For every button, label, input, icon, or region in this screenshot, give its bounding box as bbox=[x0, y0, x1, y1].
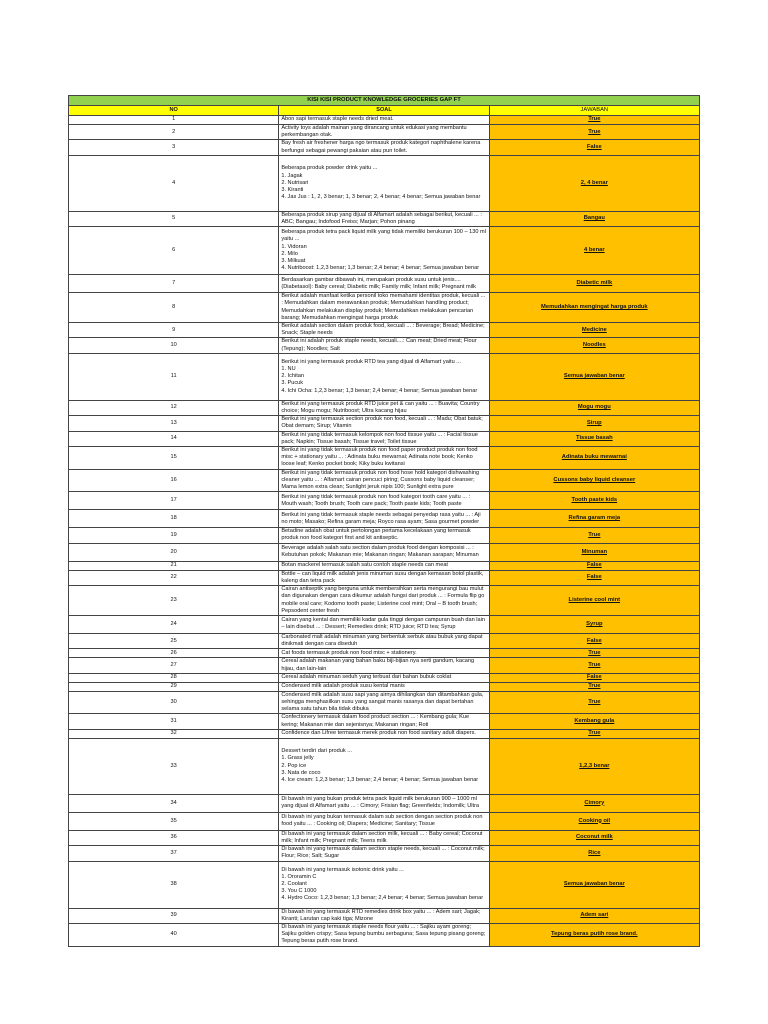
question-text: 3. Nata de coco bbox=[281, 769, 321, 776]
row-number: 21 bbox=[69, 561, 279, 570]
row-number: 27 bbox=[69, 658, 279, 673]
table-row bbox=[69, 738, 700, 794]
answer-cell: True bbox=[489, 682, 699, 691]
question-text: Berikut ini yang tidak termasuk produk non food kategori tooth care yaitu ... : Mouth wash; Tooth brush; Tooth care pack; Tooth paste kids; Tooth paste bbox=[281, 493, 471, 507]
row-number: 12 bbox=[69, 400, 279, 415]
question-text: 4. Ice cream: 1,2,3 benar; 1,3 benar; 2,4 benar; 4 benar; Semua jawaban benar bbox=[281, 777, 479, 784]
question-text: 2. Pop ice bbox=[281, 762, 307, 769]
question-cell bbox=[279, 794, 489, 812]
row-number: 9 bbox=[69, 323, 279, 338]
question-text: 1. Grass jelly bbox=[281, 755, 314, 762]
question-text: 3. Pucuk bbox=[281, 380, 304, 387]
header-row bbox=[69, 106, 700, 116]
spreadsheet bbox=[68, 95, 700, 947]
question-text: Beberapa produk powder drink yaitu ... bbox=[281, 165, 378, 172]
question-text: Di bawah ini yang termasuk staple needs flour yaitu ... : Sajiku ayam goreng; Sajiku golden crispy; Sasa tepung bumbu serbaguna; Sasa tepung pisang goreng; Tepung beras putih rose brand. bbox=[281, 923, 486, 945]
question-text: Berikut ini yang tidak termasuk kelompok non food tissue yaitu ... : Facial tissue pack; Napkin; Tissue basah; Tissue travel; Toilet tissue bbox=[281, 431, 478, 445]
answer-cell: Bangau bbox=[489, 211, 699, 226]
question-cell bbox=[279, 738, 489, 794]
table-row bbox=[69, 140, 700, 155]
question-text: 3. Milkuat bbox=[281, 257, 306, 264]
question-cell bbox=[279, 293, 489, 323]
answer-cell: Adem sari bbox=[489, 908, 699, 923]
row-number: 17 bbox=[69, 492, 279, 510]
answer-cell: 2, 4 benar bbox=[489, 155, 699, 211]
question-text: Activity toys adalah mainan yang dirancang untuk edukasi yang membantu perkembangan otak. bbox=[281, 125, 467, 139]
question-cell bbox=[279, 125, 489, 140]
table-row bbox=[69, 682, 700, 691]
row-number: 10 bbox=[69, 338, 279, 353]
question-text: Berikut ini yang termasuk produk RTD tea yang dijual di Alfamart yaitu ... bbox=[281, 358, 461, 365]
question-cell bbox=[279, 908, 489, 923]
question-text: 1. NU bbox=[281, 366, 296, 373]
question-cell bbox=[279, 338, 489, 353]
answer-cell: Tepung beras putih rose brand. bbox=[489, 923, 699, 946]
table-row bbox=[69, 658, 700, 673]
table-row bbox=[69, 338, 700, 353]
question-cell bbox=[279, 830, 489, 845]
answer-cell: Sirup bbox=[489, 416, 699, 431]
question-cell bbox=[279, 227, 489, 275]
answer-cell: True bbox=[489, 658, 699, 673]
question-cell bbox=[279, 682, 489, 691]
question-text: Berikut ini yang tidak termasuk produk non food paper product produk non food misc + stationary yaitu ... : Adinata buku mewarnai; Adinata note book; Kenko loose leaf; Kenko pocket book; Kiky buku kwitansi bbox=[281, 447, 478, 468]
table-row bbox=[69, 586, 700, 616]
table-row bbox=[69, 673, 700, 682]
answer-cell: Cimory bbox=[489, 794, 699, 812]
answer-cell: Coconut milk bbox=[489, 830, 699, 845]
table-row bbox=[69, 116, 700, 125]
row-number: 3 bbox=[69, 140, 279, 155]
table-row bbox=[69, 227, 700, 275]
question-cell bbox=[279, 649, 489, 658]
question-text: Beverage adalah salah satu section dalam produk food dengan komposisi ... : Kebutuhan pokok; Makanan mie; Makanan ringan; Makanan sarapan; Minuman bbox=[281, 544, 479, 559]
question-text: Bottle – can liquid milk adalah jenis minuman susu dengan kemasan botol plastik, kaleng dan tetra pack bbox=[281, 570, 484, 584]
question-cell bbox=[279, 673, 489, 682]
table-row bbox=[69, 861, 700, 908]
answer-cell: 1,2,3 benar bbox=[489, 738, 699, 794]
answer-cell: True bbox=[489, 649, 699, 658]
question-text: 2. Coolant bbox=[281, 880, 307, 887]
table-row bbox=[69, 691, 700, 714]
question-table bbox=[68, 95, 700, 947]
question-text: 4. Hydro Coco: 1,2,3 benar; 1,3 benar; 2,4 benar; 4 benar; Semua jawaban benar bbox=[281, 895, 484, 902]
question-cell bbox=[279, 155, 489, 211]
question-cell bbox=[279, 211, 489, 226]
table-row bbox=[69, 570, 700, 585]
question-cell bbox=[279, 275, 489, 293]
question-text: Condensed milk adalah produk susu kental manis bbox=[281, 683, 405, 690]
row-number: 37 bbox=[69, 846, 279, 861]
row-number: 38 bbox=[69, 861, 279, 908]
table-row bbox=[69, 649, 700, 658]
question-text: Berikut adalah section dalam produk food, kecuali ... : Beverage; Bread; Medicine; Snack; Staple needs bbox=[281, 323, 485, 337]
question-text: 4. Jas Jus : 1, 2, 3 benar; 1, 3 benar; 2, 4 benar; 4 benar; Semua jawaban benar bbox=[281, 194, 481, 201]
row-number: 29 bbox=[69, 682, 279, 691]
answer-cell: False bbox=[489, 570, 699, 585]
row-number: 30 bbox=[69, 691, 279, 714]
table-row bbox=[69, 846, 700, 861]
header-no: NO bbox=[69, 106, 279, 116]
table-row bbox=[69, 416, 700, 431]
answer-cell: False bbox=[489, 673, 699, 682]
question-cell bbox=[279, 658, 489, 673]
table-row bbox=[69, 275, 700, 293]
answer-cell: Semua jawaban benar bbox=[489, 861, 699, 908]
table-row bbox=[69, 469, 700, 492]
answer-cell: Tissue basah bbox=[489, 431, 699, 446]
question-text: Di bawah ini yang termasuk dalam section staple needs, kecuali ... : Coconut milk; Flour; Rice; Salt; Sugar bbox=[281, 846, 485, 860]
row-number: 40 bbox=[69, 923, 279, 946]
row-number: 6 bbox=[69, 227, 279, 275]
question-text: 2. Milo bbox=[281, 250, 298, 257]
question-text: Berikut adalah manfaat ketika personil toko memahami identitas produk, kecuali ... : Memudahkan dalam merawankan produk; Memudahkan handling product; Memudahkan melakukan display produk; Memudahkan melakukan pencarian barang; Memudahkan mengingat harga produk bbox=[281, 293, 486, 321]
question-cell bbox=[279, 691, 489, 714]
table-row bbox=[69, 155, 700, 211]
question-text: (Diabetasol): Baby cereal; Diabetic milk; Family milk; Infant milk; Pregnant milk bbox=[281, 283, 476, 290]
row-number: 32 bbox=[69, 729, 279, 738]
question-cell bbox=[279, 353, 489, 400]
answer-cell: Noodles bbox=[489, 338, 699, 353]
answer-cell: Mogu mogu bbox=[489, 400, 699, 415]
table-row bbox=[69, 830, 700, 845]
question-text: Beberapa produk tetra pack liquid milk yang tidak memiliki berukuran 100 – 130 ml yaitu ... bbox=[281, 229, 486, 243]
table-row bbox=[69, 510, 700, 528]
question-text: 1. Jagak bbox=[281, 172, 303, 179]
answer-cell: Cooking oil bbox=[489, 812, 699, 830]
row-number: 33 bbox=[69, 738, 279, 794]
question-text: Carbonated malt adalah minuman yang berbentuk serbuk atau bubuk yang dapat dinikmati dengan cara diseduh bbox=[281, 633, 483, 648]
question-text: Cereal adalah minuman seduh yang terbuat dari bahan bubuk coklat bbox=[281, 674, 452, 681]
question-cell bbox=[279, 469, 489, 492]
table-row bbox=[69, 615, 700, 633]
table-row bbox=[69, 293, 700, 323]
table-row bbox=[69, 633, 700, 648]
question-text: Confidence dan Lifree termasuk merek produk non food sanitary adult diapers. bbox=[281, 730, 476, 737]
table-row bbox=[69, 729, 700, 738]
table-row bbox=[69, 528, 700, 543]
table-row bbox=[69, 492, 700, 510]
title-row bbox=[69, 96, 700, 106]
row-number: 1 bbox=[69, 116, 279, 125]
question-text: Berikut ini yang termasuk produk RTD juice pet & can yaitu ... : Buavita; Country choice; Mogu mogu; Nutriboost; Ultra kacang hijau bbox=[281, 400, 480, 415]
row-number: 13 bbox=[69, 416, 279, 431]
table-row bbox=[69, 714, 700, 729]
answer-cell: Diabetic milk bbox=[489, 275, 699, 293]
answer-cell: True bbox=[489, 691, 699, 714]
question-cell bbox=[279, 714, 489, 729]
question-text: Di bawah ini yang bukan termasuk dalam sub section dengan section produk non food yaitu ... : Cooking oil; Diapers; Medicine; Sanitary; Tissue bbox=[281, 814, 483, 828]
answer-cell: False bbox=[489, 633, 699, 648]
question-cell bbox=[279, 812, 489, 830]
question-text: Berikut ini yang tidak termasuk staple needs sebagai penyedap rasa yaitu ... : Aji no moto; Masako; Refina garam meja; Royco rasa ayam; Sasa gourmet powder bbox=[281, 511, 481, 525]
table-row bbox=[69, 125, 700, 140]
row-number: 8 bbox=[69, 293, 279, 323]
table-row bbox=[69, 561, 700, 570]
question-text: Berikut ini yang termasuk section produk non food, kecuali ... : Madu; Obat batuk; Obat demam; Sirup; Vitamin bbox=[281, 416, 483, 430]
row-number: 22 bbox=[69, 570, 279, 585]
question-cell bbox=[279, 416, 489, 431]
header-jawaban: JAWABAN bbox=[489, 106, 699, 116]
question-text: Beberapa produk sirup yang dijual di Alfamart adalah sebagai berikut, kecuali ... : ABC; Bangau; Indofood Freiss; Marjan; Pohon pinang bbox=[281, 211, 482, 226]
row-number: 25 bbox=[69, 633, 279, 648]
sheet-title: KISI KISI PRODUCT KNOWLEDGE GROCERIES GAP FT bbox=[69, 96, 700, 106]
answer-cell: Memudahkan mengingat harga produk bbox=[489, 293, 699, 323]
question-text: Di bawah ini yang termasuk dalam section milk, kecuali ... : Baby cereal; Coconut milk; Infant milk; Pregnant milk; Teens milk bbox=[281, 830, 483, 844]
row-number: 34 bbox=[69, 794, 279, 812]
row-number: 23 bbox=[69, 586, 279, 616]
table-row bbox=[69, 543, 700, 561]
answer-cell: True bbox=[489, 528, 699, 543]
question-cell bbox=[279, 543, 489, 561]
question-text: Botan mackerel termasuk salah satu contoh staple needs can meat bbox=[281, 562, 448, 569]
question-cell bbox=[279, 586, 489, 616]
answer-cell: Listerine cool mint bbox=[489, 586, 699, 616]
question-text: Cereal adalah makanan yang bahan baku biji-bijian nya serti gandum, kacang hijau, dan lain-lain bbox=[281, 658, 475, 672]
row-number: 26 bbox=[69, 649, 279, 658]
question-text: 3. You C 1000 bbox=[281, 888, 317, 895]
question-cell bbox=[279, 633, 489, 648]
question-cell bbox=[279, 561, 489, 570]
row-number: 20 bbox=[69, 543, 279, 561]
answer-cell: Refina garam meja bbox=[489, 510, 699, 528]
question-text: Di bawah ini yang termasuk isotonic drink yaitu ... bbox=[281, 866, 404, 873]
table-row bbox=[69, 400, 700, 415]
question-cell bbox=[279, 615, 489, 633]
question-cell bbox=[279, 528, 489, 543]
question-text: 2. Ichitan bbox=[281, 373, 305, 380]
row-number: 11 bbox=[69, 353, 279, 400]
question-cell bbox=[279, 447, 489, 470]
row-number: 4 bbox=[69, 155, 279, 211]
row-number: 15 bbox=[69, 447, 279, 470]
answer-cell: False bbox=[489, 140, 699, 155]
question-text: Dessert terdiri dari produk ... bbox=[281, 748, 352, 755]
question-text: 4. Ichi Ocha: 1,2,3 benar; 1,3 benar; 2,4 benar; 4 benar; Semua jawaban benar bbox=[281, 387, 478, 394]
answer-cell: Syrup bbox=[489, 615, 699, 633]
question-text: 1. Vidoran bbox=[281, 243, 307, 250]
question-text: 3. Kiranti bbox=[281, 186, 304, 193]
question-cell bbox=[279, 323, 489, 338]
question-text: Berdasarkan gambar dibawah ini, merupakan produk susu untuk jenis.... bbox=[281, 276, 461, 283]
row-number: 18 bbox=[69, 510, 279, 528]
row-number: 35 bbox=[69, 812, 279, 830]
table-row bbox=[69, 353, 700, 400]
question-cell bbox=[279, 431, 489, 446]
answer-cell: Cussons baby liquid cleanser bbox=[489, 469, 699, 492]
row-number: 16 bbox=[69, 469, 279, 492]
answer-cell: 4 benar bbox=[489, 227, 699, 275]
question-cell bbox=[279, 492, 489, 510]
question-text: 4. Nutriboost: 1,2,3 benar; 1,3 benar; 2,4 benar; 4 benar; Semua jawaban benar bbox=[281, 265, 480, 272]
table-row bbox=[69, 431, 700, 446]
table-row bbox=[69, 908, 700, 923]
answer-cell: True bbox=[489, 116, 699, 125]
answer-cell: True bbox=[489, 729, 699, 738]
row-number: 36 bbox=[69, 830, 279, 845]
row-number: 2 bbox=[69, 125, 279, 140]
row-number: 31 bbox=[69, 714, 279, 729]
answer-cell: Minuman bbox=[489, 543, 699, 561]
table-row bbox=[69, 812, 700, 830]
question-text: Cairan yang kental dan memiliki kadar gula tinggi dengan campuran buah dan lain – lain disebut ... : Dessert; Remedies drink; RTD juice; RTD tea; Syrup bbox=[281, 617, 486, 631]
row-number: 19 bbox=[69, 528, 279, 543]
question-cell bbox=[279, 510, 489, 528]
question-text: Condensed milk adalah susu sapi yang airnya dihilangkan dan ditambahkan gula, sehingga menghasilkan susu yang sangat manis rasanya dan dapat bertahan selama satu tahun bila tidak dibuka bbox=[281, 691, 484, 713]
answer-cell: Semua jawaban benar bbox=[489, 353, 699, 400]
question-cell bbox=[279, 570, 489, 585]
row-number: 24 bbox=[69, 615, 279, 633]
question-text: Confectionery termasuk dalam food product section ... : Kembang gula; Kue kering; Makanan mie dan sejenisnya; Makanan ringan; Roti bbox=[281, 714, 470, 728]
header-soal: SOAL bbox=[279, 106, 489, 116]
answer-cell: True bbox=[489, 125, 699, 140]
answer-cell: Adinata buku mewarnai bbox=[489, 447, 699, 470]
question-cell bbox=[279, 140, 489, 155]
question-text: Cairan antiseptik yang berguna untuk membersihkan serta mengurangi bau mulut dan digunakan dengan cara dikumur adalah fungsi dari produk ... : Formula flip go mobile oral care; Kodomo tooth paste; Listerine cool mint; Oral – B tooth brush; Pepsodent center fresh bbox=[281, 586, 485, 614]
question-cell bbox=[279, 116, 489, 125]
question-text: Berikut ini adalah produk staple needs, kecuali....: Can meat; Dried meat; Flour (Tepung); Noodles; Salt bbox=[281, 338, 477, 352]
table-row bbox=[69, 447, 700, 470]
question-text: Betadine adalah obat untuk pertolongan pertama kecelakaan yang termasuk produk non food kategori first and kit antiseptic. bbox=[281, 528, 471, 542]
row-number: 7 bbox=[69, 275, 279, 293]
table-row bbox=[69, 211, 700, 226]
row-number: 5 bbox=[69, 211, 279, 226]
answer-cell: Medicine bbox=[489, 323, 699, 338]
row-number: 39 bbox=[69, 908, 279, 923]
question-text: 2. Nutrisari bbox=[281, 179, 309, 186]
answer-cell: Rice bbox=[489, 846, 699, 861]
question-cell bbox=[279, 846, 489, 861]
answer-cell: False bbox=[489, 561, 699, 570]
question-cell bbox=[279, 923, 489, 946]
question-text: Berikut ini yang tidak termasuk produk non food hose hold kategori dishwashing cleaner yaitu ... : Alfamart cairan pencuci piring; Cussons baby liquid cleanser; Mama lemon extra clean; Sunlight jeruk nipis 100; Sunlight extra pure bbox=[281, 469, 480, 491]
question-text: Abon sapi termasuk staple needs dried meat. bbox=[281, 116, 394, 123]
question-cell bbox=[279, 729, 489, 738]
answer-cell: Kembang gula bbox=[489, 714, 699, 729]
table-row bbox=[69, 794, 700, 812]
question-text: Cat foods termasuk produk non food misc + stationery. bbox=[281, 649, 417, 656]
question-cell bbox=[279, 400, 489, 415]
row-number: 28 bbox=[69, 673, 279, 682]
question-text: Di bawah ini yang bukan produk tetra pack liquid milk berukuran 900 – 1000 ml yang dijual di Alfamart yaitu ... : Cimory; Frisian flag; Greenfields; Indomilk; Ultra bbox=[281, 796, 480, 810]
table-row bbox=[69, 323, 700, 338]
question-cell bbox=[279, 861, 489, 908]
question-text: Bay fresh air freshener harga ngo termasuk produk kategori naphthalene karena berfungsi sebagai pewangi pakaian atau pun toilet. bbox=[281, 140, 481, 154]
question-text: 1. Ororamin C bbox=[281, 873, 317, 880]
row-number: 14 bbox=[69, 431, 279, 446]
answer-cell: Tooth paste kids bbox=[489, 492, 699, 510]
table-row bbox=[69, 923, 700, 946]
question-text: Di bawah ini yang termasuk RTD remedies drink box yaitu ... : Adem sari; Jagak; Kiranti; Larutan cap kaki tiga; Mizone bbox=[281, 908, 481, 922]
